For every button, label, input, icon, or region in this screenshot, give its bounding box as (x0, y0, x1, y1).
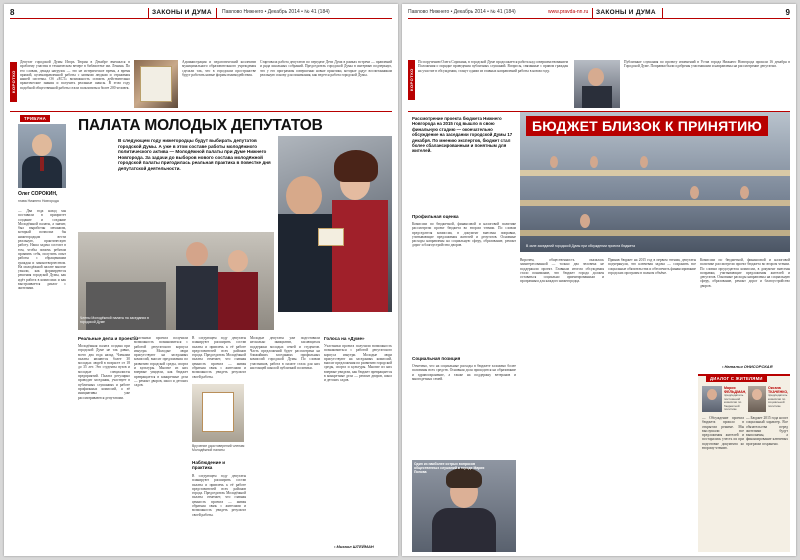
header-divider (592, 8, 593, 18)
person-head (550, 156, 558, 168)
header-divider (148, 8, 149, 18)
header-divider (216, 8, 217, 18)
certificate-frame (140, 66, 172, 102)
person-head (740, 186, 749, 199)
official-name: Оксана ТКАЧЕНКО, (768, 386, 789, 394)
official-avatar (702, 386, 722, 412)
person-head (640, 156, 648, 168)
desk-row (520, 230, 790, 236)
desk-row (520, 200, 790, 206)
dialog-box (698, 374, 790, 552)
body-column: В следующем году депутаты планируют расширить состав палаты и привлечь к её работе представителей всех районов города. Председатель Молодёжной палаты отмечает, что главная ценность проекта — живая обратная связь с жителями и возможность увидеть результат своей работы. (192, 336, 246, 379)
person-jacket (432, 508, 496, 552)
hearing-photo (574, 60, 620, 108)
deputies-photo (278, 136, 392, 312)
official-name: Мария ФЕЛЬДМАН, (724, 386, 747, 394)
divider (10, 111, 392, 112)
person-face (286, 176, 322, 216)
person-dress (332, 200, 388, 312)
author-signature: • Наталья ОНИСОРСКАЯ (722, 364, 773, 369)
certificate-photo (134, 60, 178, 108)
section-title: ЗАКОНЫ И ДУМА (152, 9, 212, 16)
brief-text: Публичные слушания по проекту изменений в Устав города Нижнего Новгорода прошли 16 декабря в Городской Думе. Поправки были одобрены участниками и направлены на рассмотрение депутатам. (624, 60, 790, 69)
photo-caption: Один из наиболее острых вопросов общественных слушаний в городе Мария Попова (414, 462, 485, 474)
person-role: глава Нижнего Новгорода (18, 199, 59, 203)
article-lead: В следующем году нижегородцы будут выбирать депутатов городской Думы. А уже в этом составе работы молодёжного политического актива — Молодёжной палаты при Думе Нижнего Новгорода. За задачи до выборов нового состава молодёжной городской палаты пригодилась реальная практика в повестке дня депутатской деятельности. (118, 138, 271, 171)
person-dress (218, 272, 258, 330)
body-column: Комиссии по бюджетной, финансовой и налоговой политике рассмотрели проект бюджета во втором чтении. По словам председателя комиссии, в документ внесены поправки, учитывающие предложения жителей и депутатов. Основные расходы направлены на социальную сферу, образование, ремонт дорог и благоустройство дворов. (412, 222, 516, 248)
author-signature: • Михаил ШТЕЙМАН (334, 544, 374, 549)
quote-column: — Два года назад мы поставили в приоритет создание и создание Молодёжной палаты, а значит, был выработан механизм, который позволил бы нижегородцам вести реальную, практическую работу. Наша задача состоит в том, чтобы помочь ребятам проявить себя, получить опыт работы с обращениями граждан и законотворчеством. На молодёжной палате многие узнали, как формируются решения городской Думы, как идёт работа в комиссиях и как выстраивается диалог с жителями. (18, 209, 66, 291)
section-title: ЗАКОНЫ И ДУМА (596, 9, 656, 16)
brief-text: По поручению Олега Сорокина, в городской Думе продолжается работа над совершенствованием Положения о порядке проведения публичных слушаний. Вопросы, связанные с правом граждан на участие в обсуждении, станут одним из главных направлений работы в новом году. (418, 60, 568, 73)
person-hair (334, 150, 378, 182)
body-column: В следующем году депутаты планируют расширить состав палаты и привлечь к её работе представителей всех районов города. Председатель Молодёжной палаты отмечает, что главная ценность проекта — живая обратная связь с жителями и возможность увидеть результат своей работы. (192, 474, 246, 517)
award-photo (192, 384, 244, 442)
page-number: 9 (785, 8, 790, 17)
mayor-portrait (18, 124, 66, 188)
person-face (752, 389, 762, 400)
portrait-tie (40, 157, 44, 171)
brief-tab: КОРОТКО (10, 62, 17, 102)
person-head (590, 156, 598, 168)
subheading: Наблюдение и практика (192, 460, 226, 471)
left-page (4, 4, 398, 556)
official-role: председатель комиссии по социальной политике (768, 393, 788, 408)
body-column: Комиссии по бюджетной, финансовой и налоговой политике рассмотрели проект бюджета во втором чтении. По словам председателя комиссии, в документ внесены поправки, учитывающие предложения жителей и депутатов. Основные расходы направлены на социальную сферу, образование, ремонт дорог и благоустройство дворов. (700, 258, 790, 288)
photo-caption: Вручение удостоверений членам Молодёжной палаты (192, 444, 245, 452)
brief-text: Депутат городской Думы Игорь Тюрин в Декабре вмешался в проблему участия в техническом вечере в библиотеке им. Ленина. По его словам, декада нагрузок — это не истерическое время, а время прямой, целенаправленной работы с новыми людьми и отражения нашей системы. Об «ЕСТ» возможность освоить действительно практические знания и получить реальные шансы. В этом году подобной общественной работы стали пользоваться более 200 человек. (20, 60, 130, 90)
subheading: Профильная оценка (412, 214, 459, 219)
person-face (186, 242, 208, 266)
person-face (588, 68, 604, 86)
person-head (580, 214, 590, 228)
person-face (707, 389, 717, 400)
rubric-tag: ТРИБУНА (20, 115, 50, 122)
dialog-title: ДИАЛОГ С ЖИТЕЛЯМИ (706, 375, 767, 382)
award-frame (202, 392, 234, 432)
article-banner: БЮДЖЕТ БЛИЗОК К ПРИНЯТИЮ (526, 116, 768, 136)
subheading: Социальная позиция (412, 356, 461, 361)
body-column: Впрочем, общественность оказалась заинтересованной — только два человека не поддержали проект. Главным итогом обсуждения стало понимание, что бюджет города должен оставаться социально ориентированным и прозрачным для каждого нижегородца. (520, 258, 604, 284)
portrait-face (32, 134, 52, 156)
subheading: Голоса на «Думе» (324, 336, 365, 341)
body-column: Молодые депутаты уже подготовили несколько инициатив, касающихся поддержки молодых семей и студентов. Часть предложений будет рассмотрена на ближайших заседаниях профильных комиссий городской Думы. По словам участников, работа в палате стала для них настоящей школой публичной политики. (250, 336, 320, 371)
left-page-header (10, 7, 392, 19)
header-divider (662, 8, 663, 18)
dialog-text: — Бюджет 2015 года носит социальный характер. Все обязательства перед жителями будут выполнены, а финансирование ключевых программ сохранено. (746, 416, 788, 446)
body-column: Отмечено, что на социальные расходы в бюджете заложено более половины всех средств. Основная доля приходится на образование и здравоохранение, а также на поддержку ветеранов и многодетных семей. (412, 364, 516, 381)
photo-caption: В зале заседаний городской Думы при обсуждении проекта бюджета (526, 244, 635, 248)
official-role: председатель постоянной комиссии по бюджетной политике (724, 393, 744, 411)
publication-line: Павлово Нижнего • Декабрь 2014 • № 41 (184) (408, 9, 516, 15)
brief-text: Стартовала работа депутатов по передаче Дети Дума в рамках встречи — правлений и ряда школьных собраний. Председатель городской Думы в интервью подчеркнул, что у его программы совершенно новые практики, которые дадут воспитанникам реальную основу для понимания, как ведется работа городской Думы. (260, 60, 392, 77)
right-page-header (408, 7, 790, 19)
certificate (318, 228, 344, 246)
body-column: Молодёжная палата создана при городской Думе не так давно, всего два года назад. Членами палаты являются более 30 молодых людей в возрасте от 18 до 35 лет. Это студенты вузов и молодые специалисты предприятий. Палата регулярно проводит заседания, участвует в публичных слушаниях и работе профильных комиссий, а её инициативы уже рассматриваются депутатами. (78, 344, 130, 400)
page-number: 8 (10, 8, 15, 17)
person-jacket (176, 266, 218, 330)
person-name: Олег СОРОКИН, (18, 191, 58, 197)
article-lead: Рассмотрение проекта бюджета Нижнего Новгорода на 2015 год вышло в свою финальную стадию — окончательно обсуждение на заседании городской Думы 17 декабря. По мнению экспертов, бюджет стал более сбалансированным и понятным для жителей. (412, 116, 513, 154)
person-jacket (582, 86, 612, 108)
person-head (690, 186, 699, 199)
article-title: ПАЛАТА МОЛОДЫХ ДЕПУТАТОВ (78, 117, 323, 134)
official-avatar (748, 386, 766, 412)
body-column: Приняв бюджет на 2015 год в первом чтении, депутаты подчеркнули, что ключевая задача — сохранить все социальные обязательства и обеспечить финансирование городских программ в полном объёме. (608, 258, 696, 275)
photo-caption: Члены Молодёжной палаты на заседании в городской Думе (80, 316, 149, 324)
subheading: Реальные дела и проекты (78, 336, 139, 341)
desk-row (520, 170, 790, 176)
right-page (402, 4, 796, 556)
body-column: Участники проекта получили возможность познакомиться с работой депутатского корпуса изнутри. Молодые люди присутствуют на заседаниях комиссий, вносят предложения по развитию городской среды, спорта и культуры. Многие из них впервые увидели, как бюджет превращается в конкретные дела — ремонт дворов, школ и детских садов. (324, 344, 392, 383)
brief-text: Администрация и педагогический коллектив муниципального образовательного учреждения сделали так, что в городском пространстве будут работать новые формы взаимодействия. (182, 60, 256, 77)
brief-tab: КОРОТКО (408, 60, 415, 100)
website: www.pravda-nn.ru (548, 9, 589, 15)
publication-line: Павлово Нижнего • Декабрь 2014 • № 41 (184) (222, 9, 330, 15)
body-column: Участники проекта получили возможность познакомиться с работой депутатского корпуса изнутри. Молодые люди присутствуют на заседаниях комиссий, вносят предложения по развитию городской среды, спорта и культуры. Многие из них впервые увидели, как бюджет превращается в конкретные дела — ремонт дворов, школ и детских садов. (134, 336, 188, 388)
person-face (228, 250, 248, 272)
dialog-text: — Обсуждение проекта бюджета прошло в открытом режиме. Мы выслушали все предложения жителей и постарались учесть их при подготовке документа ко второму чтению. (702, 416, 744, 451)
